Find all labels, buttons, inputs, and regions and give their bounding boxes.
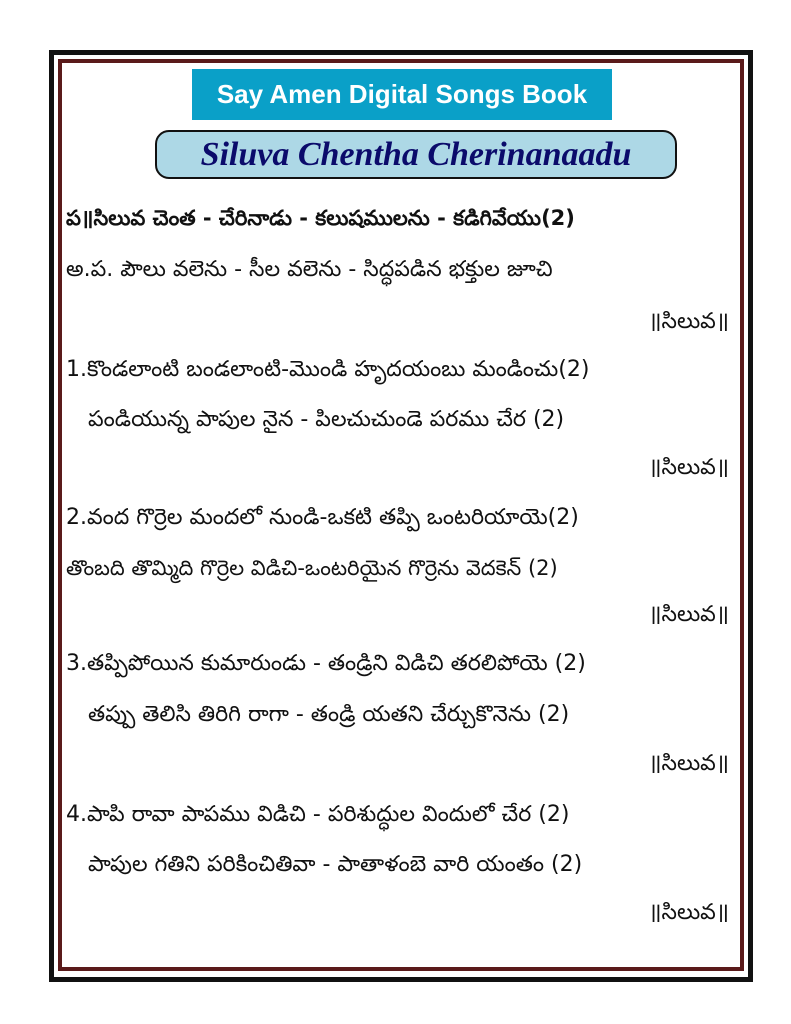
anupallavi-line: అ.ప. పౌలు వలెను - సీల వలెను - సిద్ధపడిన భక్తుల జూచి [66, 257, 553, 282]
verse-4-line-2: పాపుల గతిని పరికించితివా - పాతాళంబె వారి యంతం (2) [88, 852, 583, 877]
refrain-marker: ॥సిలువ॥ [648, 309, 729, 334]
verse-3-line-1: 3.తప్పిపోయిన కుమారుండు - తండ్రిని విడిచి తరలిపోయె (2) [66, 651, 586, 676]
refrain-marker: ॥సిలువ॥ [648, 900, 729, 925]
verse-4-line-1: 4.పాపి రావా పాపము విడిచి - పరిశుద్ధుల విందులో చేర (2) [66, 802, 570, 827]
verse-3-line-2: తప్పు తెలిసి తిరిగి రాగా - తండ్రి యతని చేర్చుకొనెను (2) [88, 702, 570, 727]
refrain-marker: ॥సిలువ॥ [648, 455, 729, 480]
verse-1-line-1: 1.కొండలాంటి బండలాంటి-మొండి హృదయంబు మండించు(2) [66, 357, 590, 382]
pallavi-line: ప॥సిలువ చెంత - చేరినాడు - కలుషములను - కడిగివేయు(2) [66, 206, 575, 230]
refrain-marker: ॥సిలువ॥ [648, 751, 729, 776]
song-title: Siluva Chentha Cherinanaadu [155, 130, 677, 179]
refrain-marker: ॥సిలువ॥ [648, 602, 729, 627]
book-banner: Say Amen Digital Songs Book [192, 69, 612, 120]
verse-2-line-1: 2.వంద గొర్రెల మందలో నుండి-ఒకటి తప్పి ఒంటరియాయె(2) [66, 505, 579, 530]
verse-1-line-2: పండియున్న పాపుల నైన - పిలచుచుండె పరము చేర (2) [88, 407, 565, 432]
verse-2-line-2: తొంబది తొమ్మిది గొర్రెల విడిచి-ఒంటరియైన గొర్రెను వెదకెన్ (2) [66, 556, 558, 580]
